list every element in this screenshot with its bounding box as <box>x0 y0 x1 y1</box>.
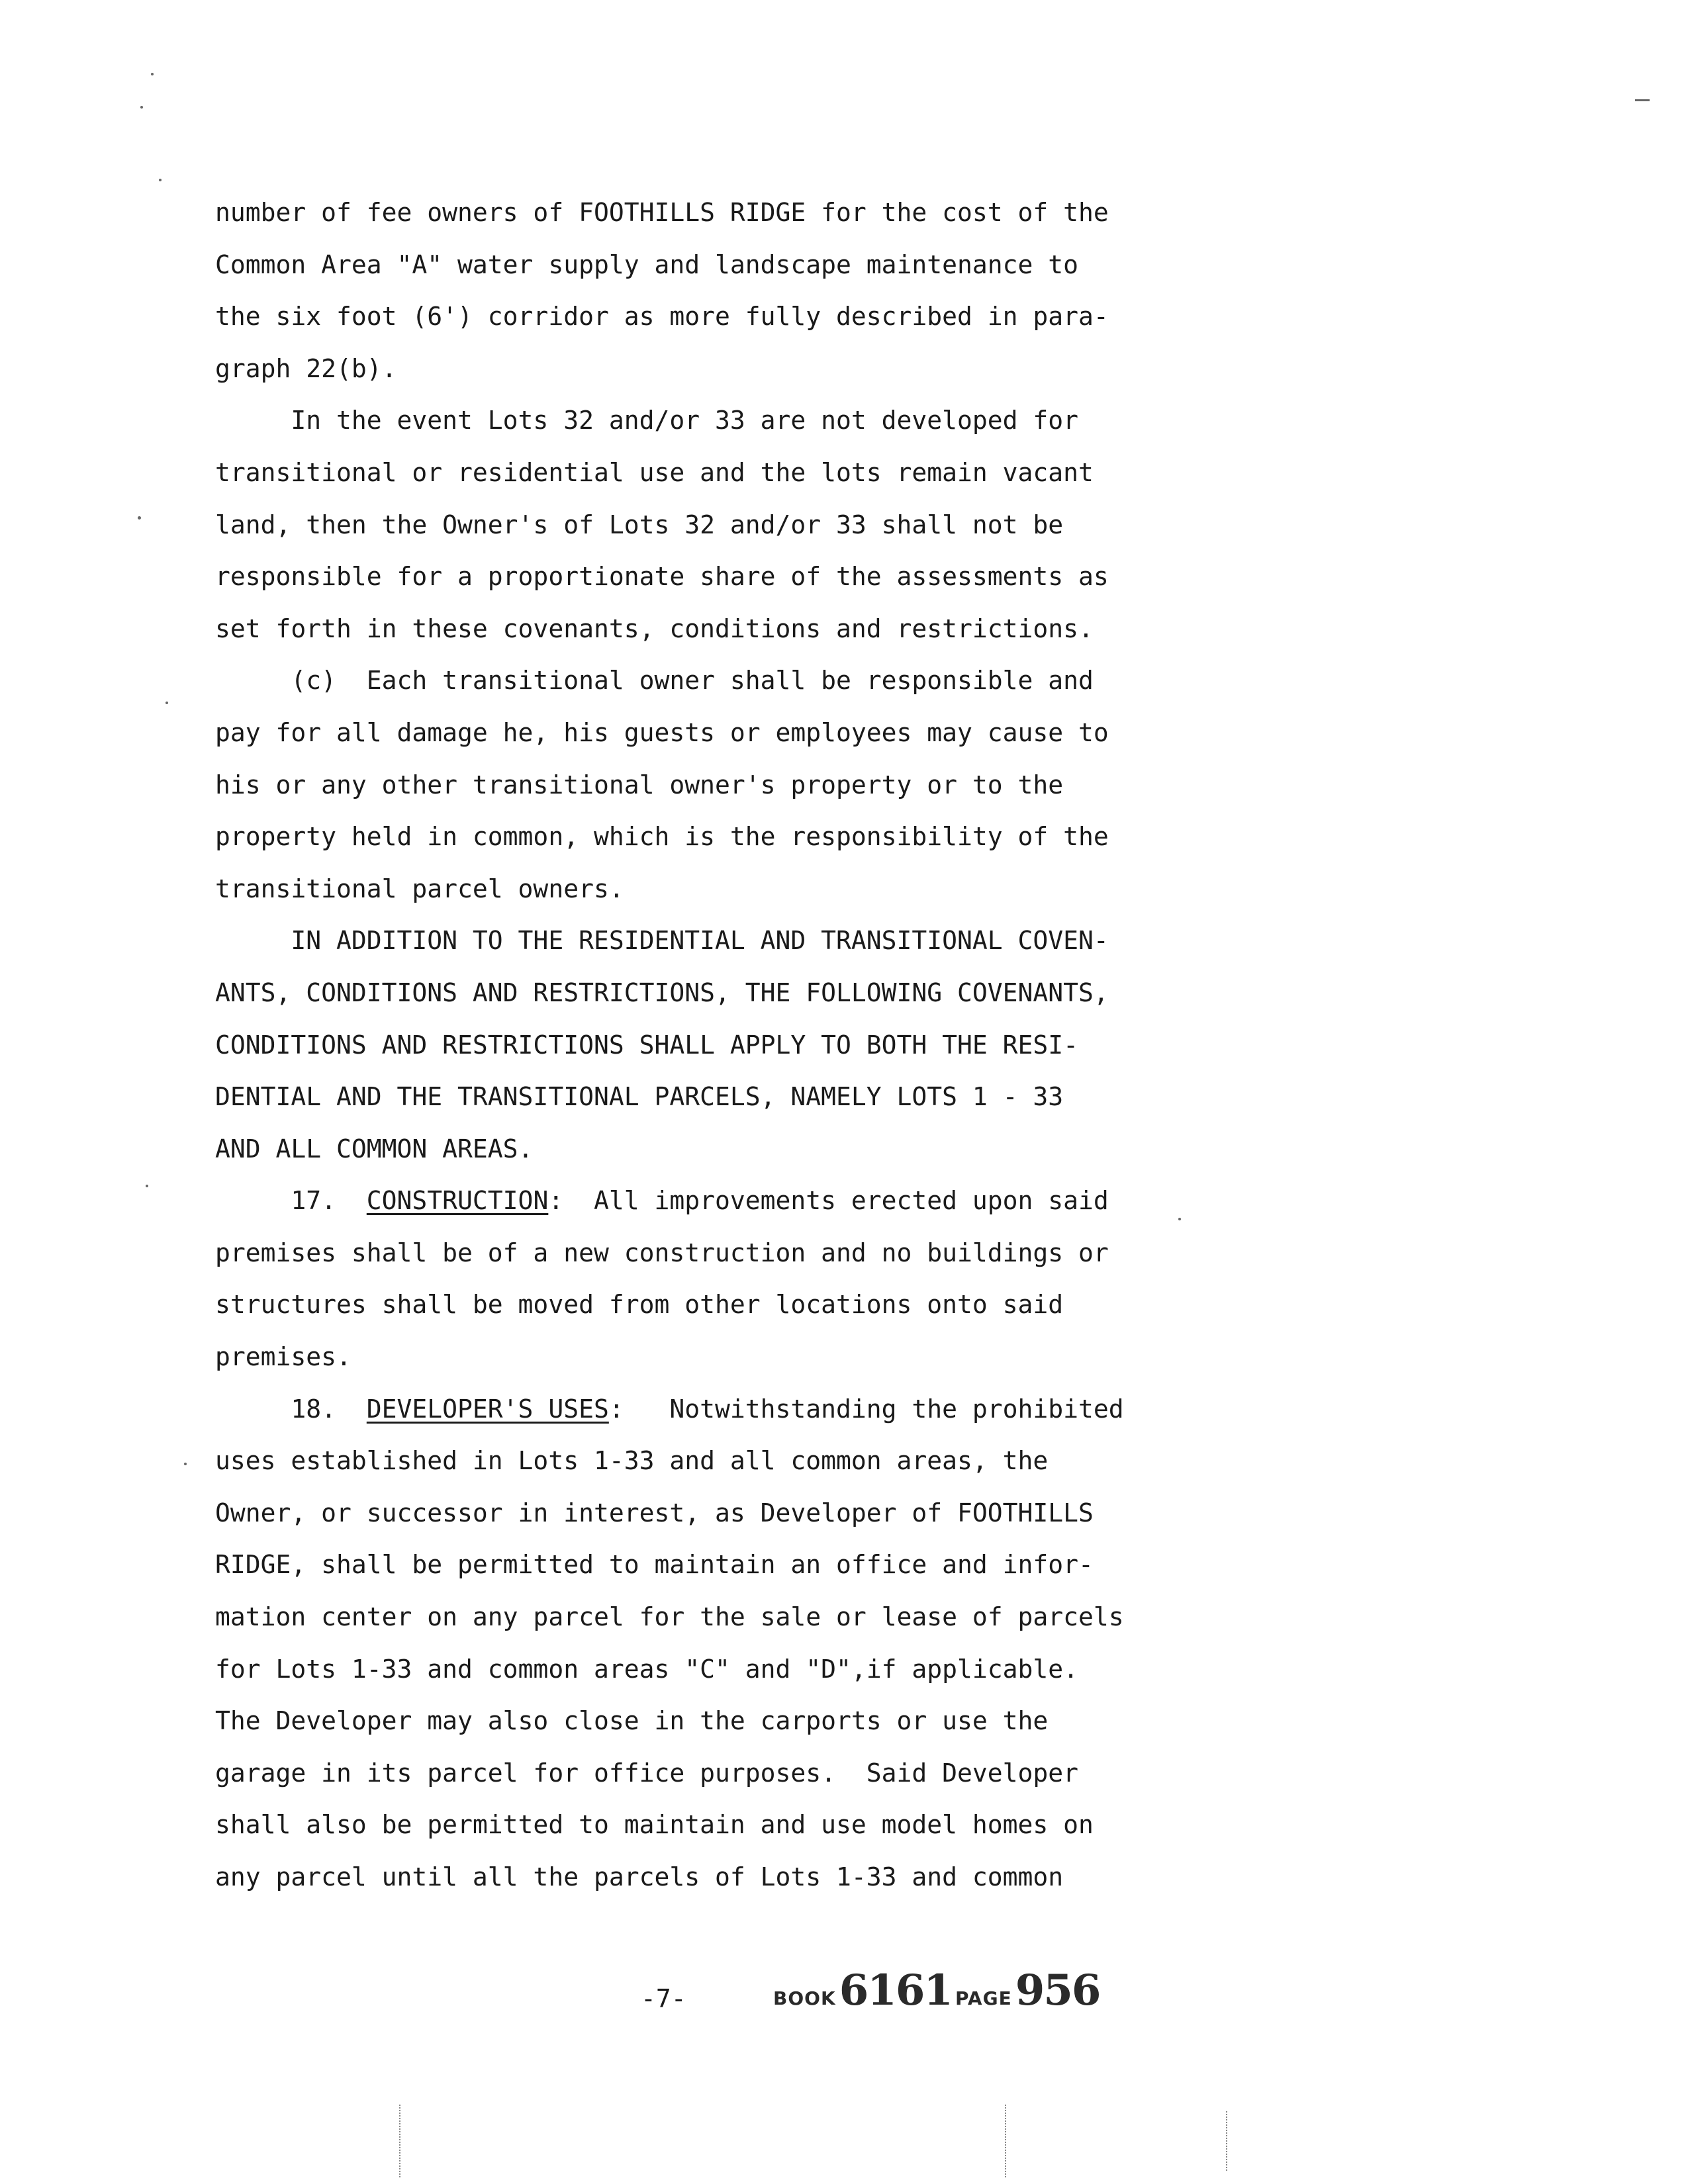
text-segment: DENTIAL AND THE TRANSITIONAL PARCELS, NAMELY LOTS 1 - 33 <box>215 1082 1064 1112</box>
text-segment: responsible for a proportionate share of the assessments as <box>215 562 1109 592</box>
text-segment: (c) Each transitional owner shall be responsible and <box>215 666 1094 696</box>
text-segment: garage in its parcel for office purposes. Said Developer <box>215 1758 1079 1788</box>
text-segment: RIDGE, shall be permitted to maintain an office and infor- <box>215 1550 1094 1580</box>
text-segment: premises shall be of a new construction and no buildings or <box>215 1238 1109 1267</box>
scan-edge-mark <box>1226 2111 1229 2171</box>
text-segment: shall also be permitted to maintain and use model homes on <box>215 1810 1094 1840</box>
text-line <box>215 187 1175 239</box>
text-line <box>215 1539 1175 1591</box>
text-line <box>215 1747 1175 1799</box>
body-text <box>215 187 1175 1903</box>
text-segment: set forth in these covenants, conditions and restrictions. <box>215 614 1094 643</box>
text-segment: CONDITIONS AND RESTRICTIONS SHALL APPLY TO BOTH THE RESI- <box>215 1030 1079 1060</box>
text-segment: AND ALL COMMON AREAS. <box>215 1134 534 1163</box>
section-heading: DEVELOPER'S USES <box>366 1394 609 1424</box>
text-line <box>215 1695 1175 1747</box>
text-segment: for Lots 1-33 and common areas "C" and "D",if applicable. <box>215 1654 1079 1684</box>
text-line <box>215 707 1175 759</box>
text-segment: : Notwithstanding the prohibited <box>608 1394 1124 1424</box>
text-line <box>215 655 1175 707</box>
text-segment: mation center on any parcel for the sale or lease of parcels <box>215 1602 1124 1632</box>
text-segment: graph 22(b). <box>215 353 397 383</box>
scan-speck <box>184 1463 187 1465</box>
text-line <box>215 1175 1175 1227</box>
section-heading: CONSTRUCTION <box>366 1186 549 1216</box>
text-line <box>215 551 1175 603</box>
scan-edge-mark <box>1005 2105 1008 2177</box>
text-segment: IN ADDITION TO THE RESIDENTIAL AND TRANSITIONAL COVEN- <box>215 926 1109 956</box>
scan-speck <box>1635 99 1650 101</box>
text-line <box>215 394 1175 447</box>
scan-edge-mark <box>399 2105 402 2177</box>
text-line <box>215 915 1175 967</box>
text-segment: number of fee owners of FOOTHILLS RIDGE for the cost of the <box>215 198 1109 227</box>
text-segment: pay for all damage he, his guests or employees may cause to <box>215 717 1109 747</box>
text-line <box>215 1851 1175 1903</box>
text-line <box>215 1435 1175 1487</box>
stamp-book-number: 6161 <box>839 1966 952 2015</box>
text-line <box>215 1331 1175 1383</box>
text-segment: In the event Lots 32 and/or 33 are not developed for <box>215 406 1079 435</box>
text-line <box>215 811 1175 863</box>
scan-speck <box>140 106 143 109</box>
text-segment: his or any other transitional owner's property or to the <box>215 770 1064 799</box>
text-line <box>215 759 1175 811</box>
scan-speck <box>146 1185 148 1187</box>
text-line <box>215 447 1175 499</box>
text-line <box>215 1227 1175 1279</box>
text-line <box>215 1019 1175 1071</box>
page-footer <box>0 1966 1688 2038</box>
text-segment: any parcel until all the parcels of Lots 1-33 and common <box>215 1862 1064 1891</box>
stamp-book-label: BOOK <box>773 1987 836 2009</box>
text-line <box>215 499 1175 551</box>
scan-speck <box>159 179 162 181</box>
text-segment: land, then the Owner's of Lots 32 and/or 33 shall not be <box>215 510 1064 539</box>
text-segment: ANTS, CONDITIONS AND RESTRICTIONS, THE FOLLOWING COVENANTS, <box>215 978 1109 1007</box>
text-segment: uses established in Lots 1-33 and all common areas, the <box>215 1446 1049 1476</box>
stamp-page-label: PAGE <box>955 1987 1012 2009</box>
scan-speck <box>138 516 141 520</box>
text-segment: The Developer may also close in the carports or use the <box>215 1706 1049 1736</box>
text-segment: structures shall be moved from other locations onto said <box>215 1290 1064 1320</box>
scan-speck <box>165 702 168 704</box>
text-line <box>215 343 1175 395</box>
text-line <box>215 291 1175 343</box>
text-segment: 17. <box>215 1186 367 1216</box>
text-line <box>215 967 1175 1019</box>
text-line <box>215 1071 1175 1123</box>
text-line <box>215 603 1175 655</box>
text-segment: : All improvements erected upon said <box>548 1186 1109 1216</box>
page-number: -7- <box>641 1984 686 2013</box>
text-segment: 18. <box>215 1394 367 1424</box>
text-segment: transitional parcel owners. <box>215 874 624 903</box>
text-segment: premises. <box>215 1342 352 1372</box>
scan-speck <box>1178 1218 1181 1220</box>
recording-stamp <box>773 1966 1100 2015</box>
text-line <box>215 239 1175 291</box>
text-line <box>215 863 1175 915</box>
scan-speck <box>151 73 154 75</box>
text-segment: property held in common, which is the responsibility of the <box>215 822 1109 852</box>
text-line <box>215 1279 1175 1331</box>
text-segment: Common Area "A" water supply and landscape maintenance to <box>215 250 1079 279</box>
text-line <box>215 1487 1175 1539</box>
text-line <box>215 1123 1175 1175</box>
text-segment: transitional or residential use and the lots remain vacant <box>215 457 1094 487</box>
text-line <box>215 1383 1175 1435</box>
stamp-page-number: 956 <box>1015 1966 1100 2015</box>
text-line <box>215 1591 1175 1643</box>
text-line <box>215 1799 1175 1851</box>
text-segment: Owner, or successor in interest, as Developer of FOOTHILLS <box>215 1498 1094 1527</box>
text-line <box>215 1643 1175 1696</box>
text-segment: the six foot (6') corridor as more fully described in para- <box>215 302 1109 332</box>
